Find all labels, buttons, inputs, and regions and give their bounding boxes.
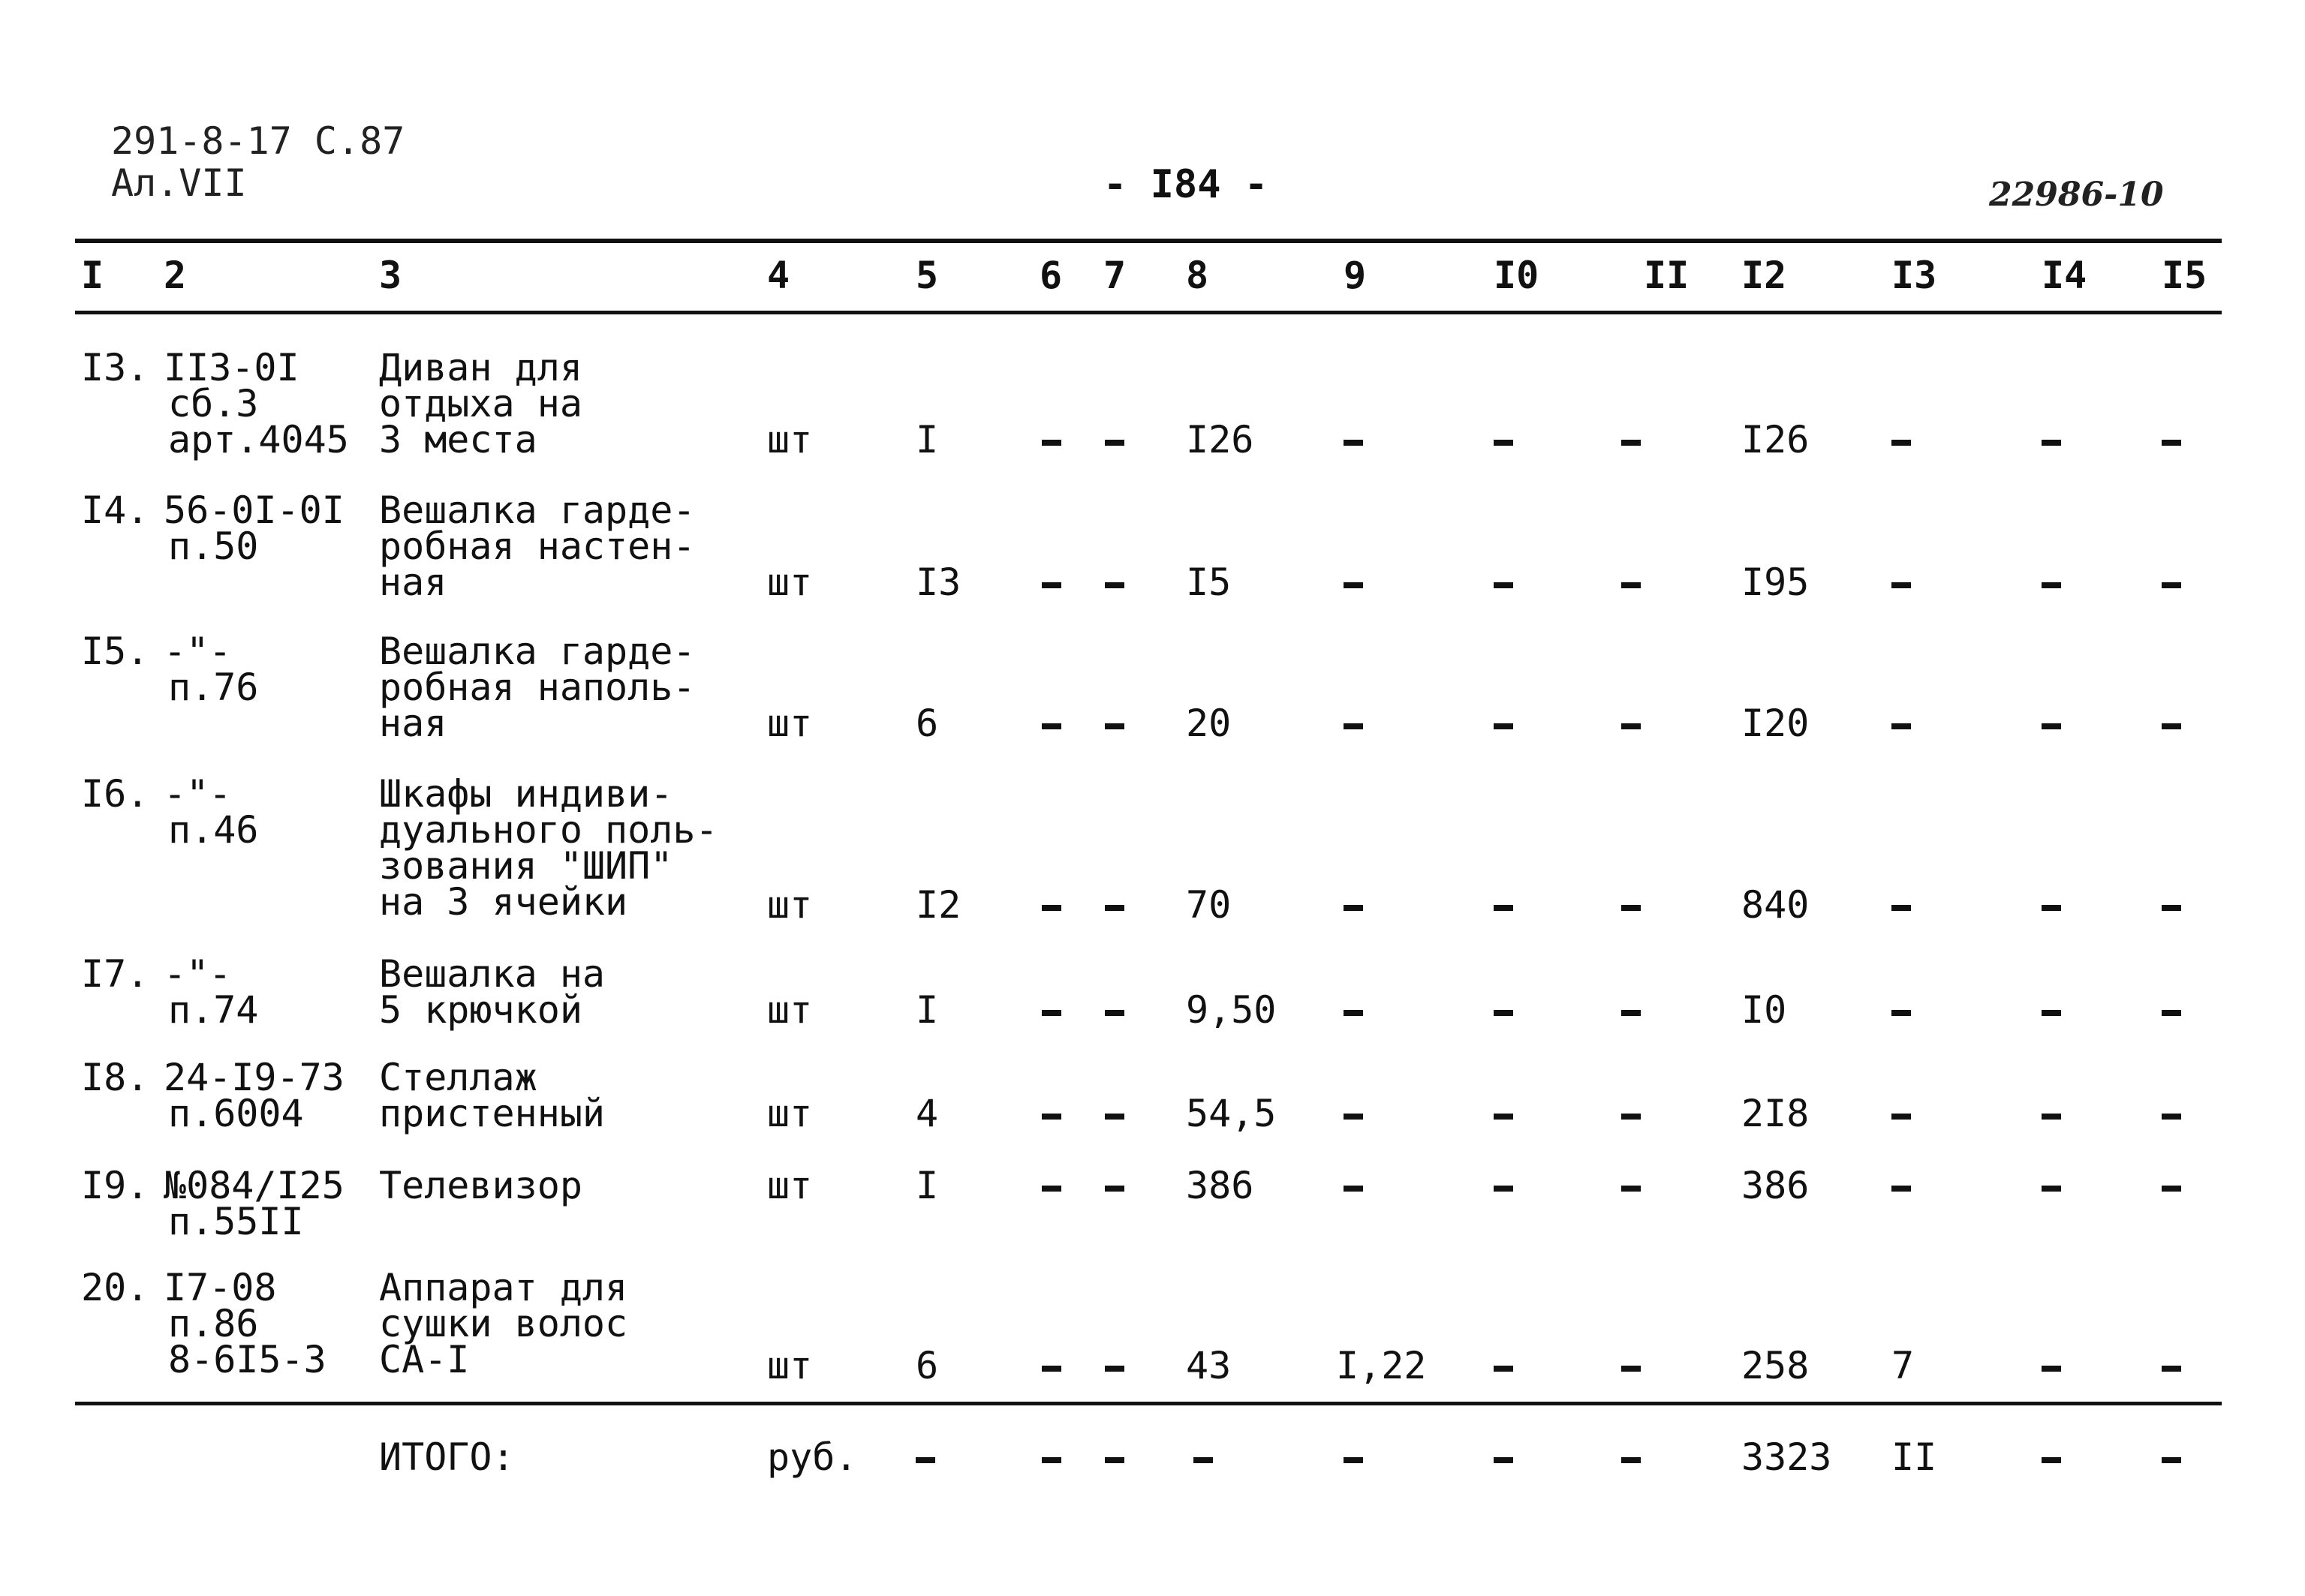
row-unit: шт	[767, 1164, 813, 1207]
row-number: I8.	[81, 1056, 149, 1099]
row-col8: 20	[1186, 702, 1232, 745]
col9-dash	[1344, 1114, 1363, 1120]
row-name: сушки волос	[379, 1302, 628, 1345]
row-name: дуального поль-	[379, 808, 718, 852]
col7-dash	[1105, 1114, 1124, 1120]
row-name: Диван для	[379, 346, 582, 389]
total-dash	[1344, 1457, 1363, 1463]
col7-dash	[1105, 440, 1124, 446]
col7-dash	[1105, 723, 1124, 729]
row-code: №084/I25	[164, 1164, 345, 1207]
col13-dash	[1891, 723, 1911, 729]
col10-dash	[1494, 582, 1513, 588]
col9-dash	[1344, 723, 1363, 729]
col15-dash	[2162, 723, 2181, 729]
row-name: ная	[379, 702, 447, 745]
reference-line-2: Ал.VII	[111, 161, 247, 205]
column-header: 5	[916, 254, 939, 297]
row-unit: шт	[767, 418, 813, 461]
col9-dash	[1344, 440, 1363, 446]
column-header: 3	[379, 254, 402, 297]
row-number: I6.	[81, 772, 149, 816]
col10-dash	[1494, 723, 1513, 729]
row-col12: I26	[1741, 418, 1810, 461]
reference-line-1: 291-8-17 С.87	[111, 119, 405, 163]
column-header: 9	[1344, 254, 1367, 297]
column-header: I2	[1741, 254, 1787, 297]
row-col12: 386	[1741, 1164, 1810, 1207]
col6-dash	[1042, 440, 1061, 446]
column-header: 6	[1040, 254, 1063, 297]
column-header: I4	[2042, 254, 2087, 297]
row-col12: I0	[1741, 988, 1787, 1032]
row-col12: 2I8	[1741, 1092, 1810, 1135]
row-code: п.74	[168, 988, 259, 1032]
col10-dash	[1494, 905, 1513, 911]
total-dash	[1621, 1457, 1641, 1463]
col14-dash	[2042, 440, 2061, 446]
row-code: I7-08	[164, 1266, 277, 1309]
row-number: I7.	[81, 952, 149, 996]
row-col8: I26	[1186, 418, 1254, 461]
col13-dash	[1891, 1186, 1911, 1192]
col6-dash	[1042, 1366, 1061, 1372]
col10-dash	[1494, 1186, 1513, 1192]
col13-dash	[1891, 440, 1911, 446]
col7-dash	[1105, 582, 1124, 588]
row-code: п.6004	[168, 1092, 304, 1135]
col10-dash	[1494, 1114, 1513, 1120]
row-name: зования "ШИП"	[379, 844, 673, 888]
column-header: I5	[2162, 254, 2207, 297]
column-header: 7	[1103, 254, 1127, 297]
col13-dash	[1891, 1114, 1911, 1120]
row-name: отдыха на	[379, 382, 582, 425]
document-reference	[111, 120, 405, 204]
total-col15-dash	[2162, 1457, 2181, 1463]
column-header: 4	[767, 254, 790, 297]
row-unit: шт	[767, 1092, 813, 1135]
col9-dash	[1344, 905, 1363, 911]
col9-dash	[1344, 1186, 1363, 1192]
row-code: п.86	[168, 1302, 259, 1345]
col15-dash	[2162, 1186, 2181, 1192]
col15-dash	[2162, 905, 2181, 911]
row-code: 8-6I5-3	[168, 1338, 326, 1381]
row-code: п.76	[168, 666, 259, 709]
row-col8: 54,5	[1186, 1092, 1277, 1135]
row-unit: шт	[767, 988, 813, 1032]
col11-dash	[1621, 440, 1641, 446]
total-dash	[1042, 1457, 1061, 1463]
col14-dash	[2042, 905, 2061, 911]
row-unit: шт	[767, 561, 813, 604]
row-name: робная наполь-	[379, 666, 696, 709]
row-quantity: I	[916, 988, 939, 1032]
row-name: Аппарат для	[379, 1266, 628, 1309]
col11-dash	[1621, 1366, 1641, 1372]
total-col13: II	[1891, 1435, 1937, 1479]
total-rule	[75, 1402, 2222, 1405]
total-dash	[1193, 1457, 1213, 1463]
total-unit: руб.	[767, 1435, 858, 1479]
row-quantity: I	[916, 1164, 939, 1207]
col14-dash	[2042, 582, 2061, 588]
row-col12: I95	[1741, 561, 1810, 604]
col9-dash	[1344, 582, 1363, 588]
row-name: Вешалка гарде-	[379, 630, 696, 673]
col6-dash	[1042, 905, 1061, 911]
row-code: п.55II	[168, 1200, 304, 1243]
row-code: -"-	[164, 772, 232, 816]
row-quantity: 4	[916, 1092, 939, 1135]
row-code: п.50	[168, 524, 259, 568]
row-code: п.46	[168, 808, 259, 852]
row-col8: 70	[1186, 883, 1232, 927]
row-name: Стеллаж	[379, 1056, 537, 1099]
row-name: Вешалка на	[379, 952, 606, 996]
column-header: I3	[1891, 254, 1937, 297]
row-quantity: I2	[916, 883, 961, 927]
col6-dash	[1042, 582, 1061, 588]
page-number: - I84 -	[1103, 162, 1268, 207]
col10-dash	[1494, 1366, 1513, 1372]
col15-dash	[2162, 440, 2181, 446]
row-code: 56-0I-0I	[164, 488, 345, 532]
col11-dash	[1621, 905, 1641, 911]
col7-dash	[1105, 905, 1124, 911]
row-name: Вешалка гарде-	[379, 488, 696, 532]
total-dash	[1494, 1457, 1513, 1463]
row-name: ная	[379, 561, 447, 604]
col7-dash	[1105, 1186, 1124, 1192]
row-col13: 7	[1891, 1344, 1915, 1387]
header-rule	[75, 311, 2222, 314]
col15-dash	[2162, 1010, 2181, 1016]
row-code: сб.3	[168, 382, 259, 425]
col11-dash	[1621, 1114, 1641, 1120]
column-header: 2	[164, 254, 187, 297]
col14-dash	[2042, 1010, 2061, 1016]
col14-dash	[2042, 1186, 2061, 1192]
row-col8: I5	[1186, 561, 1232, 604]
col15-dash	[2162, 582, 2181, 588]
row-unit: шт	[767, 702, 813, 745]
col13-dash	[1891, 905, 1911, 911]
col11-dash	[1621, 1186, 1641, 1192]
row-col9: I,22	[1336, 1344, 1427, 1387]
row-unit: шт	[767, 1344, 813, 1387]
total-col14-dash	[2042, 1457, 2061, 1463]
total-dash	[916, 1457, 935, 1463]
col15-dash	[2162, 1114, 2181, 1120]
col15-dash	[2162, 1366, 2181, 1372]
total-dash	[1105, 1457, 1124, 1463]
col7-dash	[1105, 1366, 1124, 1372]
total-label: ИТОГО:	[379, 1435, 515, 1479]
col10-dash	[1494, 1010, 1513, 1016]
col11-dash	[1621, 1010, 1641, 1016]
col9-dash	[1344, 1010, 1363, 1016]
row-col8: 9,50	[1186, 988, 1277, 1032]
top-rule	[75, 239, 2222, 243]
row-code: арт.4045	[168, 418, 349, 461]
row-quantity: 6	[916, 1344, 939, 1387]
row-name: пристенный	[379, 1092, 606, 1135]
col11-dash	[1621, 582, 1641, 588]
row-number: I5.	[81, 630, 149, 673]
row-col12: 258	[1741, 1344, 1810, 1387]
row-number: I3.	[81, 346, 149, 389]
col10-dash	[1494, 440, 1513, 446]
column-header: I	[81, 254, 104, 297]
row-name: на 3 ячейки	[379, 880, 628, 924]
row-quantity: I3	[916, 561, 961, 604]
row-col8: 43	[1186, 1344, 1232, 1387]
col14-dash	[2042, 1114, 2061, 1120]
col6-dash	[1042, 1010, 1061, 1016]
row-number: I9.	[81, 1164, 149, 1207]
col6-dash	[1042, 1114, 1061, 1120]
document-number: 22986-10	[1989, 176, 2164, 214]
row-col8: 386	[1186, 1164, 1254, 1207]
column-header: I0	[1494, 254, 1539, 297]
row-code: II3-0I	[164, 346, 299, 389]
col14-dash	[2042, 1366, 2061, 1372]
col14-dash	[2042, 723, 2061, 729]
row-number: I4.	[81, 488, 149, 532]
row-name: Шкафы индиви-	[379, 772, 673, 816]
column-header: II	[1644, 254, 1690, 297]
col11-dash	[1621, 723, 1641, 729]
row-name: Телевизор	[379, 1164, 582, 1207]
row-number: 20.	[81, 1266, 149, 1309]
col7-dash	[1105, 1010, 1124, 1016]
row-name: СА-I	[379, 1338, 470, 1381]
row-code: -"-	[164, 952, 232, 996]
column-header: 8	[1186, 254, 1209, 297]
col6-dash	[1042, 723, 1061, 729]
row-name: 3 места	[379, 418, 537, 461]
row-name: 5 крючкой	[379, 988, 582, 1032]
row-col12: I20	[1741, 702, 1810, 745]
row-quantity: I	[916, 418, 939, 461]
total-col12: 3323	[1741, 1435, 1832, 1479]
row-name: робная настен-	[379, 524, 696, 568]
col6-dash	[1042, 1186, 1061, 1192]
col13-dash	[1891, 1010, 1911, 1016]
row-code: -"-	[164, 630, 232, 673]
row-code: 24-I9-73	[164, 1056, 345, 1099]
row-quantity: 6	[916, 702, 939, 745]
col13-dash	[1891, 582, 1911, 588]
row-col12: 840	[1741, 883, 1810, 927]
row-unit: шт	[767, 883, 813, 927]
